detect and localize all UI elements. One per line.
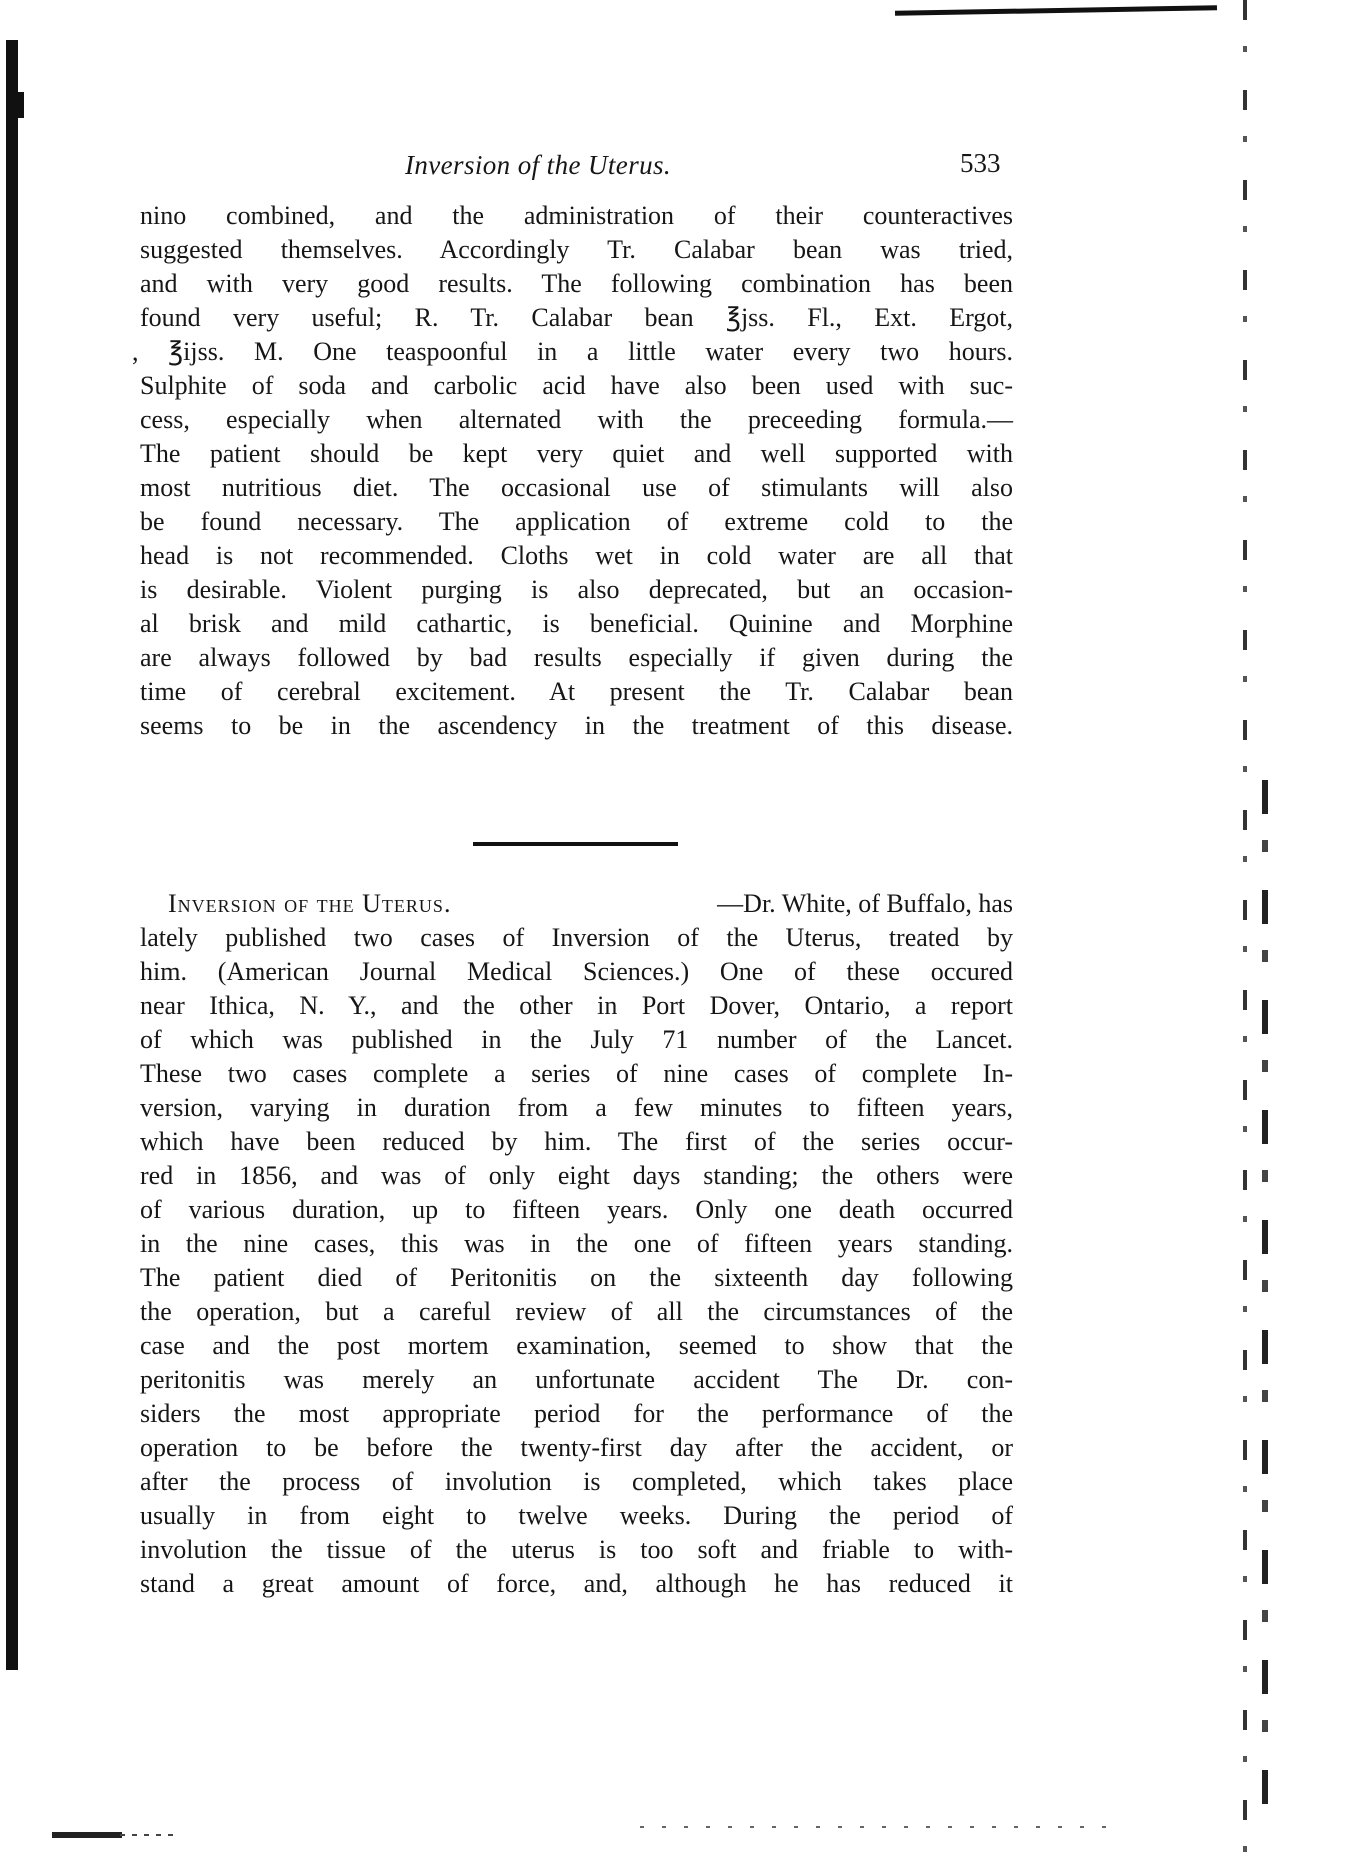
text-line: and with very good results. The following combination has been — [140, 269, 1013, 298]
text-line: are always followed by bad results especially if given during the — [140, 643, 1013, 672]
page-number: 533 — [960, 148, 1001, 178]
text-line: Sulphite of soda and carbolic acid have also been used with suc- — [140, 371, 1013, 400]
text-line: found very useful; R. Tr. Calabar bean ℥jss. Fl., Ext. Ergot, — [140, 303, 1013, 332]
text-line: the operation, but a careful review of all the circumstances of the — [140, 1297, 1013, 1326]
scan-binding-shadow — [6, 40, 18, 1670]
scan-bottom-mark — [52, 1832, 122, 1838]
text-line: is desirable. Violent purging is also deprecated, but an occasion- — [140, 575, 1013, 604]
scan-page-edge — [1243, 0, 1247, 1856]
section-heading: Inversion of the Uterus. — [168, 889, 452, 918]
text-line: case and the post mortem examination, seemed to show that the — [140, 1331, 1013, 1360]
text-line: usually in from eight to twelve weeks. During the period of — [140, 1501, 1013, 1530]
text-line: near Ithica, N. Y., and the other in Port Dover, Ontario, a report — [140, 991, 1013, 1020]
text-line: stand a great amount of force, and, although he has reduced it — [140, 1569, 1013, 1598]
text-line: The patient died of Peritonitis on the sixteenth day following — [140, 1263, 1013, 1292]
scan-mark — [18, 92, 24, 118]
text-line: version, varying in duration from a few minutes to fifteen years, — [140, 1093, 1013, 1122]
text-line: of various duration, up to fifteen years. Only one death occurred — [140, 1195, 1013, 1224]
text-line: , ℥ijss. M. One teaspoonful in a little water every two hours. — [132, 337, 1013, 366]
text-line: him. (American Journal Medical Sciences.) One of these occured — [140, 957, 1013, 986]
text-line: These two cases complete a series of nine cases of complete In- — [140, 1059, 1013, 1088]
scan-bottom-dots-right — [640, 1826, 1110, 1828]
text-line: cess, especially when alternated with the preceeding formula.— — [140, 405, 1013, 434]
text-line: which have been reduced by him. The first of the series occur- — [140, 1127, 1013, 1156]
text-line: nino combined, and the administration of their counteractives — [140, 201, 1013, 230]
scan-page-edge-inner — [1262, 780, 1268, 1810]
text-line: red in 1856, and was of only eight days standing; the others were — [140, 1161, 1013, 1190]
scan-bottom-dots — [120, 1834, 180, 1836]
text-line: operation to be before the twenty-first day after the accident, or — [140, 1433, 1013, 1462]
scan-top-rule — [895, 5, 1217, 16]
text-line: al brisk and mild cathartic, is beneficial. Quinine and Morphine — [140, 609, 1013, 638]
text-line: seems to be in the ascendency in the treatment of this disease. — [140, 711, 1013, 740]
text-line: head is not recommended. Cloths wet in cold water are all that — [140, 541, 1013, 570]
text-line: of which was published in the July 71 number of the Lancet. — [140, 1025, 1013, 1054]
text-line: peritonitis was merely an unfortunate accident The Dr. con- — [140, 1365, 1013, 1394]
section-divider — [473, 842, 678, 846]
text-line: lately published two cases of Inversion of the Uterus, treated by — [140, 923, 1013, 952]
running-header: Inversion of the Uterus. — [405, 150, 672, 180]
text-line: involution the tissue of the uterus is too soft and friable to with- — [140, 1535, 1013, 1564]
text-line-continuation: —Dr. White, of Buffalo, has — [717, 889, 1013, 918]
text-line: siders the most appropriate period for the performance of the — [140, 1399, 1013, 1428]
text-line-first — [168, 888, 1013, 920]
text-line: be found necessary. The application of extreme cold to the — [140, 507, 1013, 536]
text-line: time of cerebral excitement. At present the Tr. Calabar bean — [140, 677, 1013, 706]
text-line: in the nine cases, this was in the one of fifteen years standing. — [140, 1229, 1013, 1258]
text-line: suggested themselves. Accordingly Tr. Calabar bean was tried, — [140, 235, 1013, 264]
text-line: after the process of involution is completed, which takes place — [140, 1467, 1013, 1496]
text-line: most nutritious diet. The occasional use of stimulants will also — [140, 473, 1013, 502]
text-line: The patient should be kept very quiet and well supported with — [140, 439, 1013, 468]
